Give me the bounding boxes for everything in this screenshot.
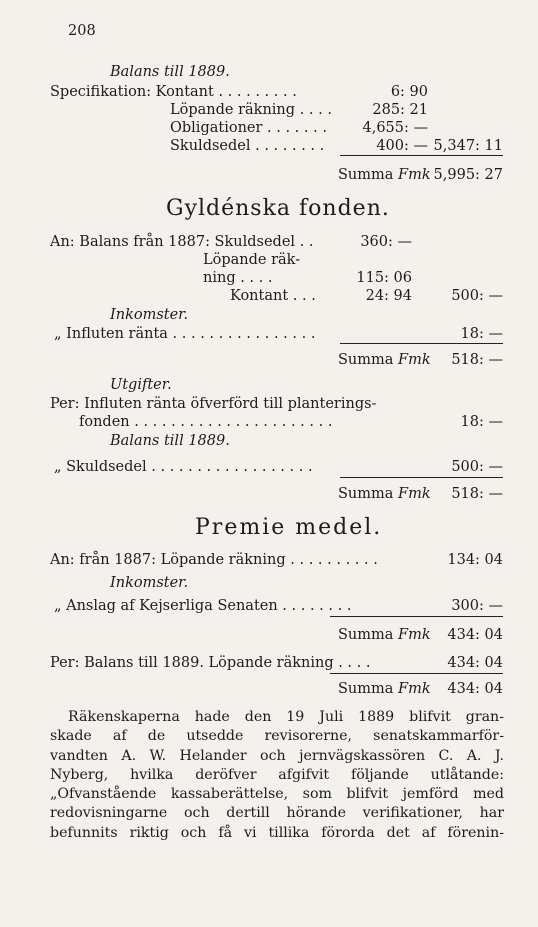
gyldenska-balans-label: Balans till 1889. bbox=[110, 433, 230, 449]
gyldenska-skuld-value: 500: — bbox=[451, 459, 503, 475]
gyldenska-influten-value: 18: — bbox=[460, 326, 503, 342]
gyldenska-per-label-1: Per: Influten ränta öfverförd till planterings- bbox=[50, 396, 377, 412]
paragraph-line: Nyberg, hvilka deröfver afgifvit följande utlåtande: bbox=[50, 766, 504, 783]
gyldenska-summa-row bbox=[338, 351, 431, 369]
premie-per-value: 434: 04 bbox=[447, 655, 503, 671]
gyldenska-lopande-label-1: Löpande räk- bbox=[203, 252, 301, 268]
skuldsedel-value: 400: — bbox=[376, 138, 428, 154]
paragraph-line: „Ofvanstående kassaberättelse, som blifvit jemförd med bbox=[50, 786, 504, 803]
spec-label: Specifikation: Kontant bbox=[50, 84, 214, 100]
premie-sum-rule bbox=[330, 616, 503, 617]
gyldenska-per-label-2: fonden . . . . . . . . . . . . . . . . . . . . . . bbox=[79, 414, 333, 430]
gyldenska-sum-rule-2 bbox=[340, 477, 503, 478]
sum-rule bbox=[340, 155, 503, 156]
premie-anslag-value: 300: — bbox=[451, 598, 503, 614]
gyldenska-skuld-label: „ Skuldsedel . . . . . . . . . . . . . . . . . . bbox=[54, 459, 313, 475]
gyldenska-per-value: 18: — bbox=[460, 414, 503, 430]
summa-value: 5,995: 27 bbox=[433, 167, 503, 183]
paragraph-line: skade af de utsedde revisorerne, senatskammarför- bbox=[50, 728, 504, 745]
lopande-value: 285: 21 bbox=[372, 102, 428, 118]
page-number: 208 bbox=[68, 23, 96, 39]
gyldenska-summa2-row bbox=[338, 485, 431, 503]
premie-an-label: An: från 1887: Löpande räkning . . . . . . . . . . bbox=[50, 552, 378, 568]
gyldenska-utgifter: Utgifter. bbox=[110, 377, 172, 393]
gyldenska-an-label: An: Balans från 1887: Skuldsedel . . bbox=[50, 234, 314, 250]
gyldenska-summa-value: 518: — bbox=[451, 352, 503, 368]
balans-heading: Balans till 1889. bbox=[110, 64, 230, 80]
gyldenska-sum-rule bbox=[340, 343, 503, 344]
paragraph-line: befunnits riktig och få vi tillika förorda det af förenin- bbox=[50, 824, 504, 841]
summa-label: Summa bbox=[338, 486, 394, 502]
premie-an-value: 134: 04 bbox=[447, 552, 503, 568]
gyldenska-summa2-value: 518: — bbox=[451, 486, 503, 502]
currency-mark: Fmk bbox=[398, 627, 431, 643]
premie-summa-row bbox=[338, 626, 431, 644]
gyldenska-influten-label: „ Influten ränta . . . . . . . . . . . . . . . . bbox=[54, 326, 316, 342]
kontant-value: 6: 90 bbox=[390, 84, 428, 100]
spec-kontant-row bbox=[50, 83, 297, 101]
gyldenska-an-total: 500: — bbox=[451, 288, 503, 304]
gyldenska-kontant-label: Kontant . . . bbox=[230, 288, 316, 304]
summa-row bbox=[338, 166, 431, 184]
gyldenska-title: Gyldénska fonden. bbox=[166, 196, 390, 221]
currency-mark: Fmk bbox=[398, 486, 431, 502]
audit-paragraph bbox=[50, 708, 504, 843]
obligationer-value: 4,655: — bbox=[362, 120, 428, 136]
summa-label: Summa bbox=[338, 167, 394, 183]
gyldenska-kontant-value: 24: 94 bbox=[365, 288, 412, 304]
paragraph-line: Räkenskaperna hade den 19 Juli 1889 blifvit gran- bbox=[68, 709, 504, 725]
currency-mark: Fmk bbox=[398, 681, 431, 697]
gyldenska-lopande-label-2: ning . . . . bbox=[203, 270, 273, 286]
premie-summa2-value: 434: 04 bbox=[447, 681, 503, 697]
skuldsedel-total: 5,347: 11 bbox=[433, 138, 503, 154]
paragraph-line: redovisningarne och dertill hörande verifikationer, har bbox=[50, 805, 504, 822]
premie-title: Premie medel. bbox=[195, 515, 383, 540]
gyldenska-an-skuld-value: 360: — bbox=[360, 234, 412, 250]
premie-per-label: Per: Balans till 1889. Löpande räkning . . . . bbox=[50, 655, 371, 671]
currency-mark: Fmk bbox=[398, 167, 431, 183]
gyldenska-inkomster: Inkomster. bbox=[110, 307, 189, 323]
obligationer-label: Obligationer . . . . . . . bbox=[170, 120, 327, 136]
summa-label: Summa bbox=[338, 681, 394, 697]
lopande-label: Löpande räkning . . . . bbox=[170, 102, 332, 118]
premie-summa-value: 434: 04 bbox=[447, 627, 503, 643]
premie-sum-rule-2 bbox=[330, 673, 503, 674]
currency-mark: Fmk bbox=[398, 352, 431, 368]
paragraph-line: vandten A. W. Helander och jernvägskassören C. A. J. bbox=[50, 747, 504, 764]
gyldenska-lopande-value: 115: 06 bbox=[356, 270, 412, 286]
premie-inkomster: Inkomster. bbox=[110, 575, 189, 591]
summa-label: Summa bbox=[338, 352, 394, 368]
spec-dots: . . . . . . . . . bbox=[213, 84, 297, 100]
premie-summa2-row bbox=[338, 680, 431, 698]
skuldsedel-label: Skuldsedel . . . . . . . . bbox=[170, 138, 325, 154]
summa-label: Summa bbox=[338, 627, 394, 643]
premie-anslag-label: „ Anslag af Kejserliga Senaten . . . . . . . . bbox=[54, 598, 352, 614]
